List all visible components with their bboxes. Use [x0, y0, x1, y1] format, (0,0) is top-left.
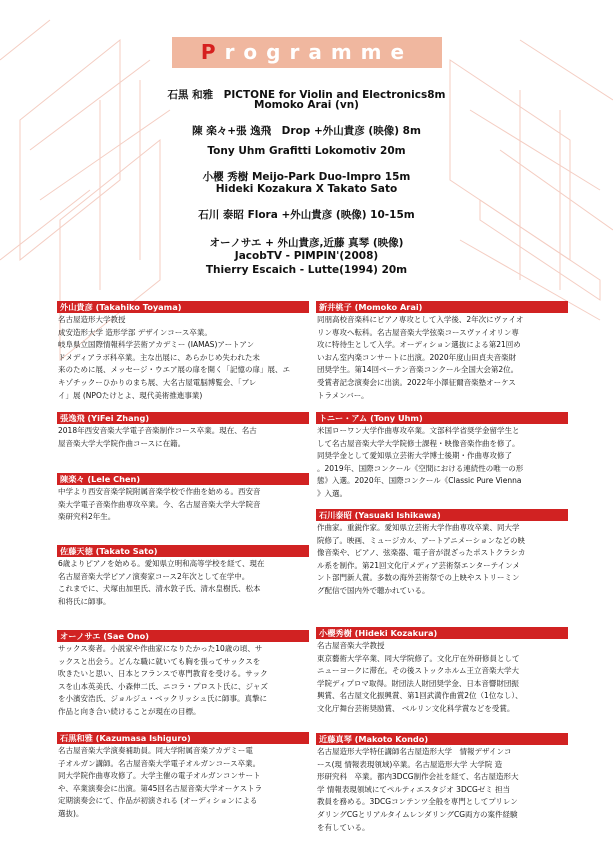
programme-line-5: 小櫻 秀樹 Meijo-Park Duo-Impro 15m: [202, 171, 411, 183]
bio-body: [316, 521, 568, 598]
bio-body: [57, 485, 309, 524]
bio-toyama: [57, 301, 309, 402]
title-rest: rogramme: [224, 40, 414, 64]
bio-line: 形研究科 卒業。都内3DCG制作会社を経て、名古屋造形大: [317, 772, 519, 782]
bio-line: 名古屋造形大学特任講師名古屋造形大学 情報デザインコ: [317, 747, 512, 756]
bio-header: トニー・アム (Tony Uhm): [316, 412, 568, 424]
bio-line: 吹きたいと思い、日本とフランスで専門教育を受ける。サック: [58, 669, 268, 679]
bio-line: 和将氏に師事。: [58, 596, 111, 606]
bio-line: 興賞、名古屋文化振興賞、第1回武満作曲賞2位（1位なし）、: [317, 691, 523, 701]
bio-body: [316, 424, 568, 501]
bio-line: 像音楽や、ピアノ、弦楽器、電子音が混ざったポストクラシカ: [317, 548, 526, 558]
bio-line: 学院ディプロマ取得。財団法人財団奨学金、日本音響財団振: [317, 678, 519, 688]
bio-line: これまでに、犬塚由加里氏、清水敦子氏、清水皇樹氏、松本: [58, 584, 261, 594]
bio-kondo: [316, 733, 568, 834]
bio-body: [316, 313, 568, 402]
bio-line: 成安造形大学 造形学部 デザインコース卒業。: [58, 327, 212, 337]
bio-line: 東京藝術大学卒業、同大学院修了。文化庁在外研修員として: [317, 653, 520, 663]
bio-body: [57, 313, 309, 402]
bio-line: を有している。: [317, 822, 370, 832]
bio-line: 団奨学生。第14回ベーテン音楽コンクール全国大会第2位。: [317, 365, 519, 375]
bio-header: 外山貴彦 (Takahiko Toyama): [57, 301, 309, 313]
bio-line: 楽大学電子音楽作曲専攻卒業。今、名古屋音楽大学大学院音: [58, 499, 261, 509]
bio-line: 作品と向き合い続けることが現在の目標。: [58, 706, 201, 716]
bio-line: ース(現 情報表現領域)卒業。名古屋造形大学 大学院 造: [317, 759, 503, 769]
bio-line: 。2019年、国際コンクール《空間における連続性の唯一の形: [317, 463, 524, 473]
programme-line-8: オーノサエ + 外山貴彦,近藤 真琴 (映像): [209, 237, 404, 249]
bio-header: 新井桃子 (Momoko Arai): [316, 301, 568, 313]
bio-line: 攻に特待生として入学。オーディション選抜による第21回め: [317, 340, 521, 350]
programme-line-6: Hideki Kozakura X Takato Sato: [215, 183, 398, 195]
programme-line-9: JacobTV - PIMPIN'(2008): [234, 250, 379, 262]
bio-header: 佐藤天徳 (Takato Sato): [57, 545, 309, 557]
programme-line-3: 陳 楽々+張 逸飛 Drop +外山貴彦 (映像) 8m: [192, 125, 421, 137]
bio-header: 陳楽々 (Lele Chen): [57, 473, 309, 485]
bio-body: [57, 642, 309, 719]
bio-line: グ配信で国内外で聴かれている。: [317, 585, 430, 595]
bio-line: 楽研究科2年生。: [58, 512, 116, 522]
bio-header: 小櫻秀樹 (Hideki Kozakura): [316, 627, 568, 639]
programme-line-7: 石川 泰昭 Flora +外山貴彦 (映像) 10-15m: [198, 209, 415, 221]
bio-ono: [57, 630, 309, 719]
bio-line: を小濱安浩氏、ジョルジュ・ベックリッシュ氏に師事。真摯に: [58, 694, 268, 704]
bio-body: [57, 424, 309, 450]
bio-line: イ」展 (NPOたけとよ、現代美術推進事業): [58, 390, 203, 400]
bio-line: 学 情報表現領域にてペルティエスタジオ 3DCGゼミ 担当: [317, 784, 511, 794]
programme-line-1: 石黒 和雅 PICTONE for Violin and Electronics8m: [167, 89, 446, 101]
bio-line: 子オルガン講師。名古屋音楽大学電子オルガンコース卒業。: [58, 758, 261, 768]
bio-line: ル系を制作。第21回文化庁メディア芸術祭エンターテインメ: [317, 560, 520, 570]
programme-line-4: Tony Uhm Grafitti Lokomotiv 20m: [207, 145, 406, 157]
bio-line: して名古屋音楽大学大学院修士課程・映像音楽作曲を修了。: [317, 438, 520, 448]
bio-ishikawa: [316, 509, 568, 598]
bio-line: 岐阜県立国際情報科学芸術アカデミー (IAMAS)アートアン: [58, 340, 255, 350]
bio-header: 石川泰昭 (Yasuaki Ishikawa): [316, 509, 568, 521]
bio-line: 同大学院作曲専攻修了。大学主催の電子オルガンコンサート: [58, 771, 261, 781]
bio-line: トラメンバー。: [317, 390, 369, 400]
bio-line: 選抜)。: [58, 808, 84, 818]
bio-line: ドメディアラボ科卒業。主な出展に、あらかじめ失われた未: [58, 352, 260, 362]
bio-line: 作曲家。重鋭作家。愛知県立芸術大学作曲専攻卒業、同大学: [317, 523, 520, 532]
bio-header: 近藤真琴 (Makoto Kondo): [316, 733, 568, 745]
bio-header: 張逸飛 (YiFei Zhang): [57, 412, 309, 424]
bio-line: 受賞者記念演奏会に出演。2022年小澤征爾音楽塾オーケス: [317, 377, 516, 387]
bio-uhm: [316, 412, 568, 501]
bio-line: リン専攻へ転科。名古屋音楽大学弦楽コースヴァイオリン専: [317, 327, 519, 337]
bio-line: スを山本英美氏、小森伸二氏、ニコラ・プロスト氏に、ジャズ: [58, 681, 268, 691]
bio-line: ント部門新人賞。多数の海外芸術祭での上映やストリーミン: [317, 573, 520, 583]
bio-line: 米国ローワン大学作曲専攻卒業。文部科学省奨学金留学生と: [317, 426, 520, 435]
bio-line: 教員を務める。3DCGコンテンツ全般を専門としてプリレン: [317, 797, 518, 807]
bio-line: 同朋高校音楽科にピアノ専攻として入学後、2年次にヴァイオ: [317, 315, 524, 324]
bio-line: ックスと出会う。どんな職に就いても胸を張ってサックスを: [58, 656, 261, 666]
bio-line: 名古屋造形大学教授: [58, 315, 126, 324]
bio-body: [57, 557, 309, 608]
bio-kozakura: [316, 627, 568, 716]
bio-line: 名古屋音楽大学ピアノ演奏家コース2年次として在学中。: [58, 571, 250, 581]
bio-ishiguro: [57, 732, 309, 821]
bio-line: ダリングCGとリアルタイムレンダリングCG両方の案件経験: [317, 809, 518, 819]
bio-zhang: [57, 412, 309, 450]
bio-chen: [57, 473, 309, 524]
bio-body: [316, 745, 568, 834]
bio-arai: [316, 301, 568, 402]
bio-line: いおん室内楽コンサートに出演。2020年度山田貞夫音楽財: [317, 352, 517, 362]
bio-header: 石黒和雅 (Kazumasa Ishiguro): [57, 732, 309, 744]
bio-line: 中学より西安音楽学院附属音楽学校で作曲を始める。西安音: [58, 487, 261, 496]
bio-line: 同奨学金として愛知県立芸術大学博士後期・作曲専攻修了: [317, 451, 512, 461]
bio-line: キゾチックーひかりのまち展、大名古屋電脳博覧会、「ブレ: [58, 377, 257, 387]
bio-line: 2018年西安音楽大学電子音楽制作コース卒業。現在、名古: [58, 426, 257, 435]
bio-line: 院修了。映画、ミュージカル、アートアニメーションなどの映: [317, 535, 525, 545]
bio-line: 来のために展、メッセージ・ウエア展の扉を開く「記憶の扉」展、エ: [58, 365, 291, 375]
bio-body: [57, 744, 309, 821]
bio-line: 》入選。: [317, 488, 347, 498]
bio-line: 名古屋音楽大学演奏補助員。同大学附属音楽アカデミー電: [58, 746, 253, 755]
bio-line: 6歳よりピアノを始める。愛知県立明和高等学校を経て、現在: [58, 559, 265, 568]
bio-body: [316, 639, 568, 716]
bio-line: サックス奏者。小説家や作曲家になりたかった10歳の頃、サ: [58, 644, 263, 653]
bio-header: オーノサエ (Sae Ono): [57, 630, 309, 642]
bio-line: や、卒業演奏会に出演。第45回名古屋音楽大学オーケストラ: [58, 783, 263, 793]
bio-line: ニューヨークに滞在。その後ストックホルム王立音楽大学大: [317, 666, 519, 676]
title-first-letter: P: [200, 40, 225, 64]
bio-line: 文化庁舞台芸術奨励賞、 ベルリン文化科学賞などを受賞。: [317, 703, 515, 713]
bio-line: 態》入選。2020年、国際コンクール《Classic Pure Vienna: [317, 476, 522, 486]
page-title: [172, 37, 442, 68]
programme-line-2: Momoko Arai (vn): [254, 99, 359, 111]
programme-line-10: Thierry Escaich - Lutte(1994) 20m: [205, 264, 408, 276]
bio-line: 定期演奏会にて、作品が初演される (オーディションによる: [58, 796, 258, 806]
bio-line: 名古屋音楽大学教授: [317, 641, 385, 650]
bio-sato: [57, 545, 309, 608]
bio-line: 屋音楽大学大学院作曲コースに在籍。: [58, 438, 186, 448]
